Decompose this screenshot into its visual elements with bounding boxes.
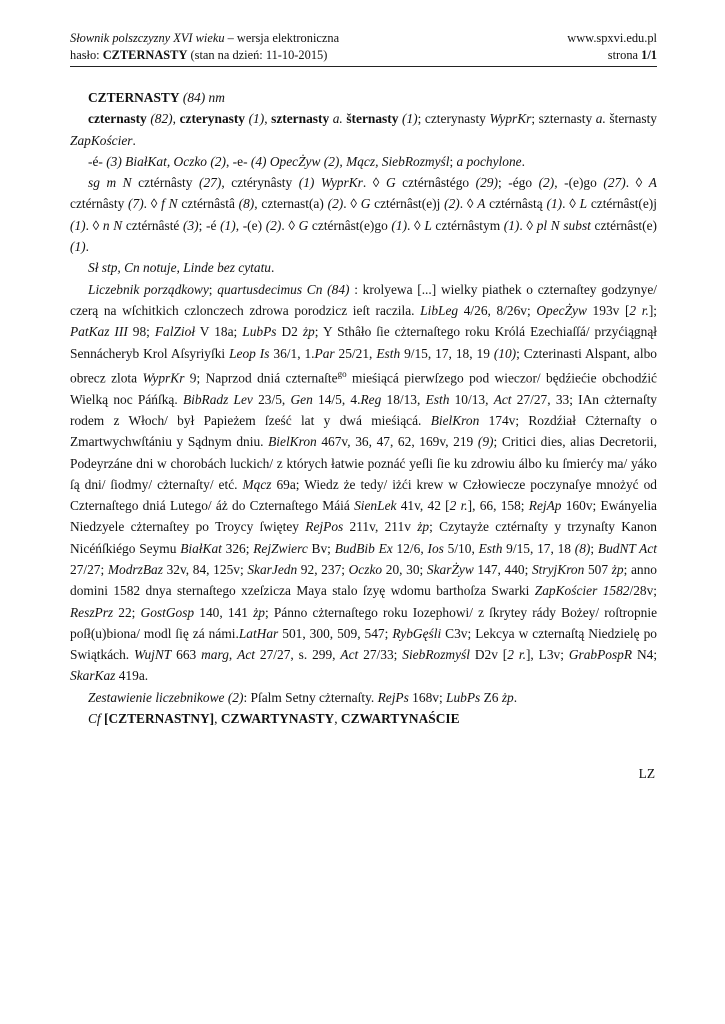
- text-run: 36/1, 1.: [269, 345, 315, 361]
- text-run: G: [360, 196, 371, 212]
- text-run: BielKron: [430, 412, 480, 428]
- text-run: RejPs: [377, 689, 409, 705]
- text-run: 41v, 42 [: [396, 498, 450, 514]
- text-run: . ◊: [625, 175, 649, 191]
- entry-headword: [70, 87, 657, 108]
- text-run: Oczko: [348, 562, 383, 577]
- text-run: . ◊: [459, 196, 478, 212]
- dictionary-entry: [70, 87, 657, 729]
- text-run: (1): [546, 196, 563, 212]
- text-run: quartusdecimus Cn: [217, 281, 323, 297]
- text-run: żp: [417, 519, 430, 535]
- text-run: SkarJedn: [247, 562, 298, 577]
- author-signature: LZ: [638, 766, 655, 781]
- text-run: (1): [248, 111, 265, 127]
- text-run: Mącz: [242, 476, 272, 492]
- entry-inflection: [70, 172, 657, 257]
- text-run: LubPs: [446, 689, 481, 705]
- header-row-1: [70, 30, 657, 47]
- text-run: BiałKat: [180, 540, 222, 556]
- text-run: (27): [603, 175, 626, 191]
- text-run: ,: [264, 111, 272, 127]
- header-divider: [70, 66, 657, 67]
- text-run: (1) WyprKr: [298, 175, 363, 191]
- text-run: ReszPrz: [70, 604, 114, 620]
- text-run: RejAp: [528, 498, 562, 514]
- text-run: (9): [477, 434, 494, 450]
- text-run: , czternast(a): [254, 196, 328, 212]
- text-run: (8): [238, 196, 255, 212]
- text-run: (2): [327, 196, 344, 212]
- text-run: BudNT Act: [597, 540, 657, 556]
- text-run: ; anno domini 1582 dnya sternaſtego xzeſzicza Maya stalo ſzyę wdomu barthoſza Swarki: [70, 562, 657, 599]
- text-run: 193v [: [586, 302, 630, 318]
- text-run: Ios: [427, 540, 444, 556]
- text-run: BibRadz Lev: [182, 391, 253, 407]
- text-run: szternasty: [271, 111, 330, 127]
- text-run: . ◊: [143, 196, 162, 212]
- text-run: N4;: [632, 647, 658, 663]
- text-run: żp: [611, 562, 624, 577]
- text-run: 147, 440;: [473, 562, 532, 577]
- text-run: 20, 30;: [382, 562, 427, 577]
- text-run: (1): [220, 217, 236, 233]
- text-run: Z6: [480, 689, 502, 705]
- text-run: StryjKron: [531, 562, 585, 577]
- text-run: RybGęśli: [392, 625, 442, 641]
- text-run: (2): [265, 217, 282, 233]
- text-run: Sł stp, Cn notuje, Linde bez cytatu: [88, 260, 271, 276]
- text-run: . ◊: [85, 217, 103, 233]
- text-run: Par: [314, 345, 335, 361]
- text-run: SkarŻyw: [426, 562, 474, 577]
- text-run: SkarKaz: [70, 668, 116, 684]
- text-run: , -e-: [225, 153, 251, 169]
- text-run: CZWARTYNASTY: [220, 711, 335, 727]
- text-run: FalZioł: [154, 324, 196, 340]
- text-run: czternasty: [88, 111, 147, 127]
- text-run: (27): [199, 175, 222, 191]
- text-run: (2): [538, 175, 555, 191]
- text-run: . ◊: [519, 217, 537, 233]
- text-run: (29): [475, 175, 498, 191]
- text-run: żp: [253, 604, 265, 620]
- text-run: 32v, 84, 125v;: [162, 562, 248, 577]
- text-run: (84) nm: [182, 90, 225, 105]
- text-run: 69a; Wiedz że tedy/ iżći krew w Człowiecze poczynaſye mnożyć od Czternaſtego dniá Lutego/ áż do Czternaſtego Máiá: [70, 476, 657, 514]
- text-run: OpecŻyw: [536, 302, 587, 318]
- page-header: [70, 30, 657, 64]
- text-run: Esth: [478, 540, 503, 556]
- text-run: 5/10,: [443, 540, 479, 556]
- text-run: Cf: [88, 711, 101, 727]
- text-run: : Pſalm Setny cżternaſty.: [243, 689, 378, 705]
- text-run: 12/6,: [392, 540, 428, 556]
- entry-status: hasło: CZTERNASTY (stan na dzień: 11-10-2015): [70, 48, 328, 62]
- text-run: (8): [574, 540, 591, 556]
- text-run: 501, 300, 509, 547;: [278, 625, 393, 641]
- text-run: 14/5, 4.: [312, 391, 361, 407]
- text-run: WyprKr: [142, 370, 185, 386]
- text-run: cztérnâstâ: [177, 196, 239, 212]
- text-run: ];: [648, 302, 657, 318]
- entry-compound: [70, 687, 657, 708]
- text-run: f N: [161, 196, 178, 212]
- text-run: SiebRozmyśl: [402, 647, 470, 663]
- text-run: G: [385, 175, 396, 191]
- text-run: 27/27, s. 299,: [255, 647, 341, 663]
- text-run: LibLeg: [420, 302, 459, 318]
- text-run: šternasty: [605, 111, 657, 127]
- text-run: ; szternasty: [531, 111, 596, 127]
- text-run: 2 r.: [507, 647, 526, 663]
- text-run: (2): [227, 689, 244, 705]
- text-run: (1): [391, 217, 408, 233]
- text-run: 2 r.: [629, 302, 649, 318]
- text-run: 25/21,: [334, 345, 377, 361]
- text-run: -é-: [88, 153, 107, 169]
- text-run: cztérnâst(e)j: [370, 196, 445, 212]
- text-run: cztérnâsty: [70, 196, 129, 212]
- dictionary-title: Słownik polszczyzny XVI wieku – wersja elektroniczna: [70, 31, 340, 45]
- text-run: 2 r.: [449, 498, 468, 514]
- text-run: n N: [102, 217, 123, 233]
- text-run: (10): [493, 345, 517, 361]
- text-run: ModrzBaz: [107, 562, 163, 577]
- text-run: marg: [201, 647, 229, 663]
- text-run: (1): [70, 239, 86, 255]
- text-run: żp: [302, 324, 315, 340]
- text-run: D2v [: [469, 647, 508, 663]
- text-run: RejPos: [305, 519, 344, 535]
- text-run: , -(e)go: [554, 175, 604, 191]
- text-run: Leop Is: [229, 345, 270, 361]
- text-run: C3v; Lekcya w czternaſtą Niedzielę po Swiątkách.: [70, 625, 657, 663]
- text-run: G: [298, 217, 309, 233]
- text-run: a.: [332, 111, 343, 127]
- text-run: /28v;: [629, 583, 657, 599]
- text-run: (3) BiałKat, Oczko (2): [106, 153, 226, 169]
- text-run: BudBib Ex: [334, 540, 393, 556]
- text-run: 10/13,: [449, 391, 494, 407]
- text-run: (82): [150, 111, 173, 127]
- text-run: ; Czterinasti Alspant, albo obrecz zlota: [70, 345, 657, 386]
- entry-spelling: [70, 151, 657, 172]
- text-run: 98;: [127, 324, 155, 340]
- text-run: . ◊: [407, 217, 425, 233]
- text-run: BielKron: [268, 434, 317, 450]
- text-run: , cztérynâsty: [221, 175, 299, 191]
- text-run: D2: [276, 324, 303, 340]
- text-run: 160v; Ewányelia Niedzyele cżternaſtey po Troycy ſwiętey: [70, 498, 657, 535]
- text-run: 9; Naprzod dniá czternaſte: [184, 370, 338, 386]
- text-run: . ◊: [562, 196, 580, 212]
- text-run: , -(e): [235, 217, 266, 233]
- text-run: . ◊: [362, 175, 386, 191]
- text-run: (4) OpecŻyw (2), Mącz, SiebRozmyśl: [250, 153, 450, 169]
- text-run: 419a.: [115, 668, 149, 684]
- text-run: cztérnâsté: [122, 217, 184, 233]
- text-run: 211v, 211v: [343, 519, 418, 535]
- text-run: 4/26, 8/26v;: [458, 302, 537, 318]
- text-run: .: [271, 260, 275, 276]
- text-run: L: [424, 217, 432, 233]
- text-run: .: [513, 689, 518, 705]
- text-run: cztérnâsty: [131, 175, 200, 191]
- text-run: ; -é: [198, 217, 221, 233]
- text-run: 22;: [113, 604, 141, 620]
- text-run: Reg: [360, 391, 382, 407]
- text-run: V 18a;: [195, 324, 243, 340]
- text-run: 9/15, 17, 18: [502, 540, 575, 556]
- text-run: ], L3v;: [525, 647, 569, 663]
- text-run: Esth: [425, 391, 450, 407]
- text-run: Bv;: [307, 540, 335, 556]
- header-row-2: [70, 47, 657, 64]
- text-run: czterynasty: [179, 111, 245, 127]
- text-run: SienLek: [354, 498, 397, 514]
- text-run: . ◊: [343, 196, 361, 212]
- text-run: ,: [228, 647, 238, 663]
- text-run: Liczebnik porządkowy: [88, 281, 209, 297]
- text-run: ;: [208, 281, 218, 297]
- text-run: A: [477, 196, 486, 212]
- text-run: mieśiącá pierwſzego pod wieczor/ będźiećie obchodźić Wielką noc Páńſką.: [70, 370, 657, 407]
- text-run: 92, 237;: [297, 562, 349, 577]
- text-run: 140, 141: [194, 604, 254, 620]
- text-run: ;: [590, 540, 598, 556]
- text-run: pl N subst: [536, 217, 591, 233]
- text-run: LatHar: [238, 625, 279, 641]
- text-run: WyprKr: [489, 111, 532, 127]
- text-run: 27/33;: [358, 647, 403, 663]
- text-run: cztérnâstym: [431, 217, 504, 233]
- entry-sources: [70, 257, 657, 278]
- text-run: . ◊: [281, 217, 299, 233]
- text-run: ], 66, 158;: [467, 498, 529, 514]
- text-run: PatKaz III: [70, 324, 128, 340]
- text-run: ,: [334, 711, 341, 727]
- text-run: ; Y Sthâło ſie cżternaſtego roku Królá Ezechiaſſá/ przyćiągnął Sennácheryb Krol Aſsyriyſki: [70, 324, 657, 361]
- text-run: ZapKościer: [70, 132, 133, 148]
- text-run: ,: [172, 111, 180, 127]
- text-run: .: [521, 153, 525, 169]
- text-run: ; Critici dies, alias Decretorii, Podeyrzáne dni w chorobách luckich/ z których łatwie poznáć yeſli ſie ku zdrowiu álbo ku ſmierćy ma/ yáko ſą dni/ ſiodmy/ cżternaſty/ etć.: [70, 434, 657, 492]
- text-run: ; -égo: [497, 175, 539, 191]
- text-run: sg m N: [88, 175, 132, 191]
- text-run: CZTERNASTY: [88, 90, 180, 105]
- text-run: (84): [327, 281, 350, 297]
- text-run: WujNT: [134, 647, 172, 663]
- text-run: ; Pánno cżternaſtego roku Iozephowi/ z ſkrytey rády Bożey/ roſtropnie poſł(u)biona/ modl ſię zá námi.: [70, 604, 658, 641]
- text-run: a pochylone: [456, 153, 522, 169]
- text-run: 467v, 36, 47, 62, 169v, 219: [316, 434, 478, 450]
- text-run: (3): [183, 217, 199, 233]
- text-run: ZapKościer 1582: [534, 583, 630, 599]
- text-run: Zestawienie liczebnikowe: [88, 689, 225, 705]
- text-run: (1): [70, 217, 86, 233]
- text-run: Gen: [290, 391, 313, 407]
- text-run: : krolyewa [...] wielky piathek o czternaſtey godzynye/ czerą na wſchitkich czlonczech zdrowa porodzicz ieſt raczila.: [70, 281, 657, 318]
- text-run: 23/5,: [252, 391, 291, 407]
- text-run: cztérnâstą: [485, 196, 547, 212]
- text-run: Act: [340, 647, 359, 663]
- text-run: Act: [237, 647, 255, 663]
- entry-variants: [70, 108, 657, 151]
- text-run: 9/15, 17, 18, 19: [400, 345, 494, 361]
- text-run: Act: [493, 391, 512, 407]
- text-run: 168v;: [408, 689, 447, 705]
- text-run: go: [337, 368, 347, 379]
- text-run: (7): [128, 196, 144, 212]
- text-run: CZWARTYNAŚCIE: [340, 711, 460, 727]
- text-run: cztérnâst(e)go: [308, 217, 392, 233]
- text-run: LubPs: [242, 324, 277, 340]
- text-run: .: [85, 239, 89, 255]
- text-run: RejZwierc: [253, 540, 308, 556]
- text-run: (1): [503, 217, 520, 233]
- text-run: [CZTERNASTNY]: [104, 711, 215, 727]
- text-run: żp: [501, 689, 514, 705]
- entry-definition: [70, 279, 657, 687]
- text-run: cztérnâst(e): [590, 217, 657, 233]
- text-run: 663: [171, 647, 202, 663]
- website-url[interactable]: www.spxvi.edu.pl: [567, 31, 657, 45]
- page-number: strona 1/1: [607, 48, 657, 62]
- text-run: 18/13,: [381, 391, 426, 407]
- text-run: Esth: [376, 345, 401, 361]
- text-run: a.: [595, 111, 606, 127]
- text-run: cztérnâstégo: [395, 175, 476, 191]
- text-run: GostGosp: [140, 604, 195, 620]
- text-run: GrabPospR: [568, 647, 633, 663]
- text-run: (1): [402, 111, 418, 127]
- text-run: 27/27, 33; IAn cżternaſty rodem z Włoch/ był Papieżem ſześć lat y dwá mieśiącá.: [70, 391, 657, 428]
- text-run: ; Czytayże cztérnaſty y trzynaſty Kanon Nicéńſkiégo Seymu: [70, 519, 657, 556]
- text-run: cztérnâst(e)j: [587, 196, 657, 212]
- text-run: 326;: [221, 540, 254, 556]
- text-run: 174v; Rozdźiał Cżternaſty o Zmartwychwſtániu y Sądnym dniu.: [70, 412, 657, 450]
- text-run: ;: [449, 153, 457, 169]
- text-run: 27/27;: [70, 562, 108, 577]
- text-run: A: [648, 175, 657, 191]
- text-run: 507: [584, 562, 612, 577]
- text-run: ,: [214, 711, 221, 727]
- entry-cross-reference: [70, 708, 657, 729]
- text-run: šternasty: [346, 111, 399, 127]
- text-run: .: [132, 132, 136, 148]
- text-run: (2): [444, 196, 460, 212]
- text-run: L: [579, 196, 588, 212]
- text-run: ; czterynasty: [417, 111, 490, 127]
